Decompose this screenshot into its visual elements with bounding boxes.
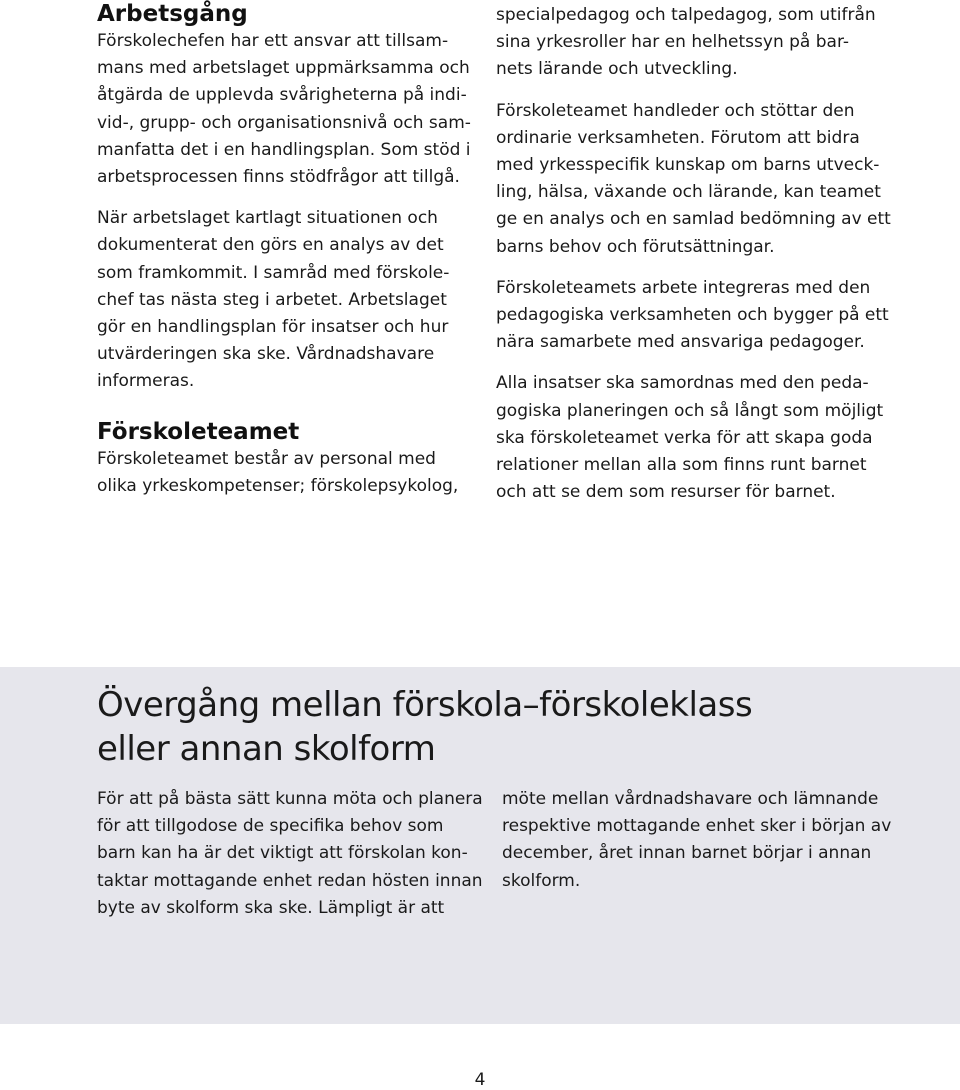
text-line: byte av skolform ska ske. Lämpligt är att bbox=[97, 897, 445, 918]
paragraph-right-3 bbox=[496, 275, 889, 357]
section-title-overgang bbox=[97, 683, 752, 771]
text-line: taktar mottagande enhet redan hösten innan bbox=[97, 870, 483, 891]
text-line: ska förskoleteamet verka för att skapa goda bbox=[496, 427, 873, 448]
text-line: Förskoleteamet handleder och stöttar den bbox=[496, 100, 855, 121]
heading-arbetsgang: Arbetsgång bbox=[97, 1, 248, 27]
paragraph-forskoleteamet-1 bbox=[97, 446, 467, 500]
section-gap bbox=[97, 396, 467, 418]
text-line: nets lärande och utveckling. bbox=[496, 59, 738, 80]
paragraph-right-2 bbox=[496, 98, 891, 261]
text-line: specialpedagog och talpedagog, som utifrån bbox=[496, 5, 876, 25]
transition-right-column bbox=[502, 786, 892, 895]
text-line: Förskoleteamet består av personal med bbox=[97, 448, 436, 469]
transition-left-column bbox=[97, 786, 483, 922]
text-line: åtgärda de upplevda svårigheterna på indi- bbox=[97, 85, 467, 106]
text-line: möte mellan vårdnadshavare och lämnande bbox=[502, 789, 879, 809]
text-line: barn kan ha är det viktigt att förskolan kon- bbox=[97, 843, 468, 864]
text-line: Förskolechefen har ett ansvar att tillsam- bbox=[97, 31, 449, 51]
paragraph-arbetsgang-2 bbox=[97, 205, 467, 395]
paragraph-arbetsgang-1 bbox=[97, 28, 471, 191]
paragraph-overgang-left bbox=[97, 786, 483, 922]
text-line: ge en analys och en samlad bedömning av ett bbox=[496, 209, 891, 230]
text-line: december, året innan barnet börjar i annan bbox=[502, 843, 872, 864]
text-line: för att tillgodose de specifika behov som bbox=[97, 816, 444, 837]
text-line: barns behov och förutsättningar. bbox=[496, 236, 775, 257]
paragraph-gap bbox=[496, 356, 876, 370]
text-line: nära samarbete med ansvariga pedagoger. bbox=[496, 332, 865, 353]
text-line: utvärderingen ska ske. Vårdnadshavare bbox=[97, 344, 435, 365]
text-line: dokumenterat den görs en analys av det bbox=[97, 235, 444, 256]
text-line: När arbetslaget kartlagt situationen och bbox=[97, 208, 438, 229]
paragraph-right-4 bbox=[496, 370, 884, 506]
text-line: sina yrkesroller har en helhetssyn på bar- bbox=[496, 32, 849, 53]
text-line: arbetsprocessen finns stödfrågor att tillgå. bbox=[97, 167, 460, 188]
paragraph-overgang-right bbox=[502, 786, 892, 895]
paragraph-gap bbox=[496, 261, 876, 275]
text-line: som framkommit. I samråd med förskole- bbox=[97, 262, 450, 283]
heading-forskoleteamet: Förskoleteamet bbox=[97, 418, 300, 445]
text-line: chef tas nästa steg i arbetet. Arbetslaget bbox=[97, 289, 447, 310]
title-line: Övergång mellan förskola–förskoleklass bbox=[97, 685, 753, 725]
text-line: För att på bästa sätt kunna möta och planera bbox=[97, 789, 483, 809]
page-number: 4 bbox=[474, 1070, 486, 1090]
text-line: ling, hälsa, växande och lärande, kan teamet bbox=[496, 182, 881, 203]
left-column bbox=[97, 0, 471, 500]
text-line: Alla insatser ska samordnas med den peda- bbox=[496, 373, 869, 394]
paragraph-gap bbox=[97, 191, 467, 205]
paragraph-right-1 bbox=[496, 2, 876, 84]
text-line: mans med arbetslaget uppmärksamma och bbox=[97, 58, 470, 79]
title-line: eller annan skolform bbox=[97, 729, 436, 769]
text-line: vid-, grupp- och organisationsnivå och sam- bbox=[97, 112, 471, 133]
text-line: olika yrkeskompetenser; förskolepsykolog, bbox=[97, 475, 459, 496]
text-line: relationer mellan alla som finns runt barnet bbox=[496, 455, 867, 476]
text-line: gör en handlingsplan för insatser och hur bbox=[97, 317, 449, 338]
text-line: respektive mottagande enhet sker i början av bbox=[502, 816, 892, 837]
paragraph-gap bbox=[496, 84, 876, 98]
text-line: pedagogiska verksamheten och bygger på ett bbox=[496, 305, 889, 326]
text-line: gogiska planeringen och så långt som möjligt bbox=[496, 400, 884, 421]
text-line: med yrkesspecifik kunskap om barns utveck- bbox=[496, 155, 880, 176]
text-line: Förskoleteamets arbete integreras med den bbox=[496, 277, 871, 298]
right-column bbox=[496, 2, 891, 506]
text-line: informeras. bbox=[97, 371, 195, 392]
text-line: skolform. bbox=[502, 870, 581, 891]
text-line: manfatta det i en handlingsplan. Som stöd i bbox=[97, 139, 471, 160]
text-line: ordinarie verksamheten. Förutom att bidra bbox=[496, 127, 860, 148]
text-line: och att se dem som resurser för barnet. bbox=[496, 482, 836, 503]
